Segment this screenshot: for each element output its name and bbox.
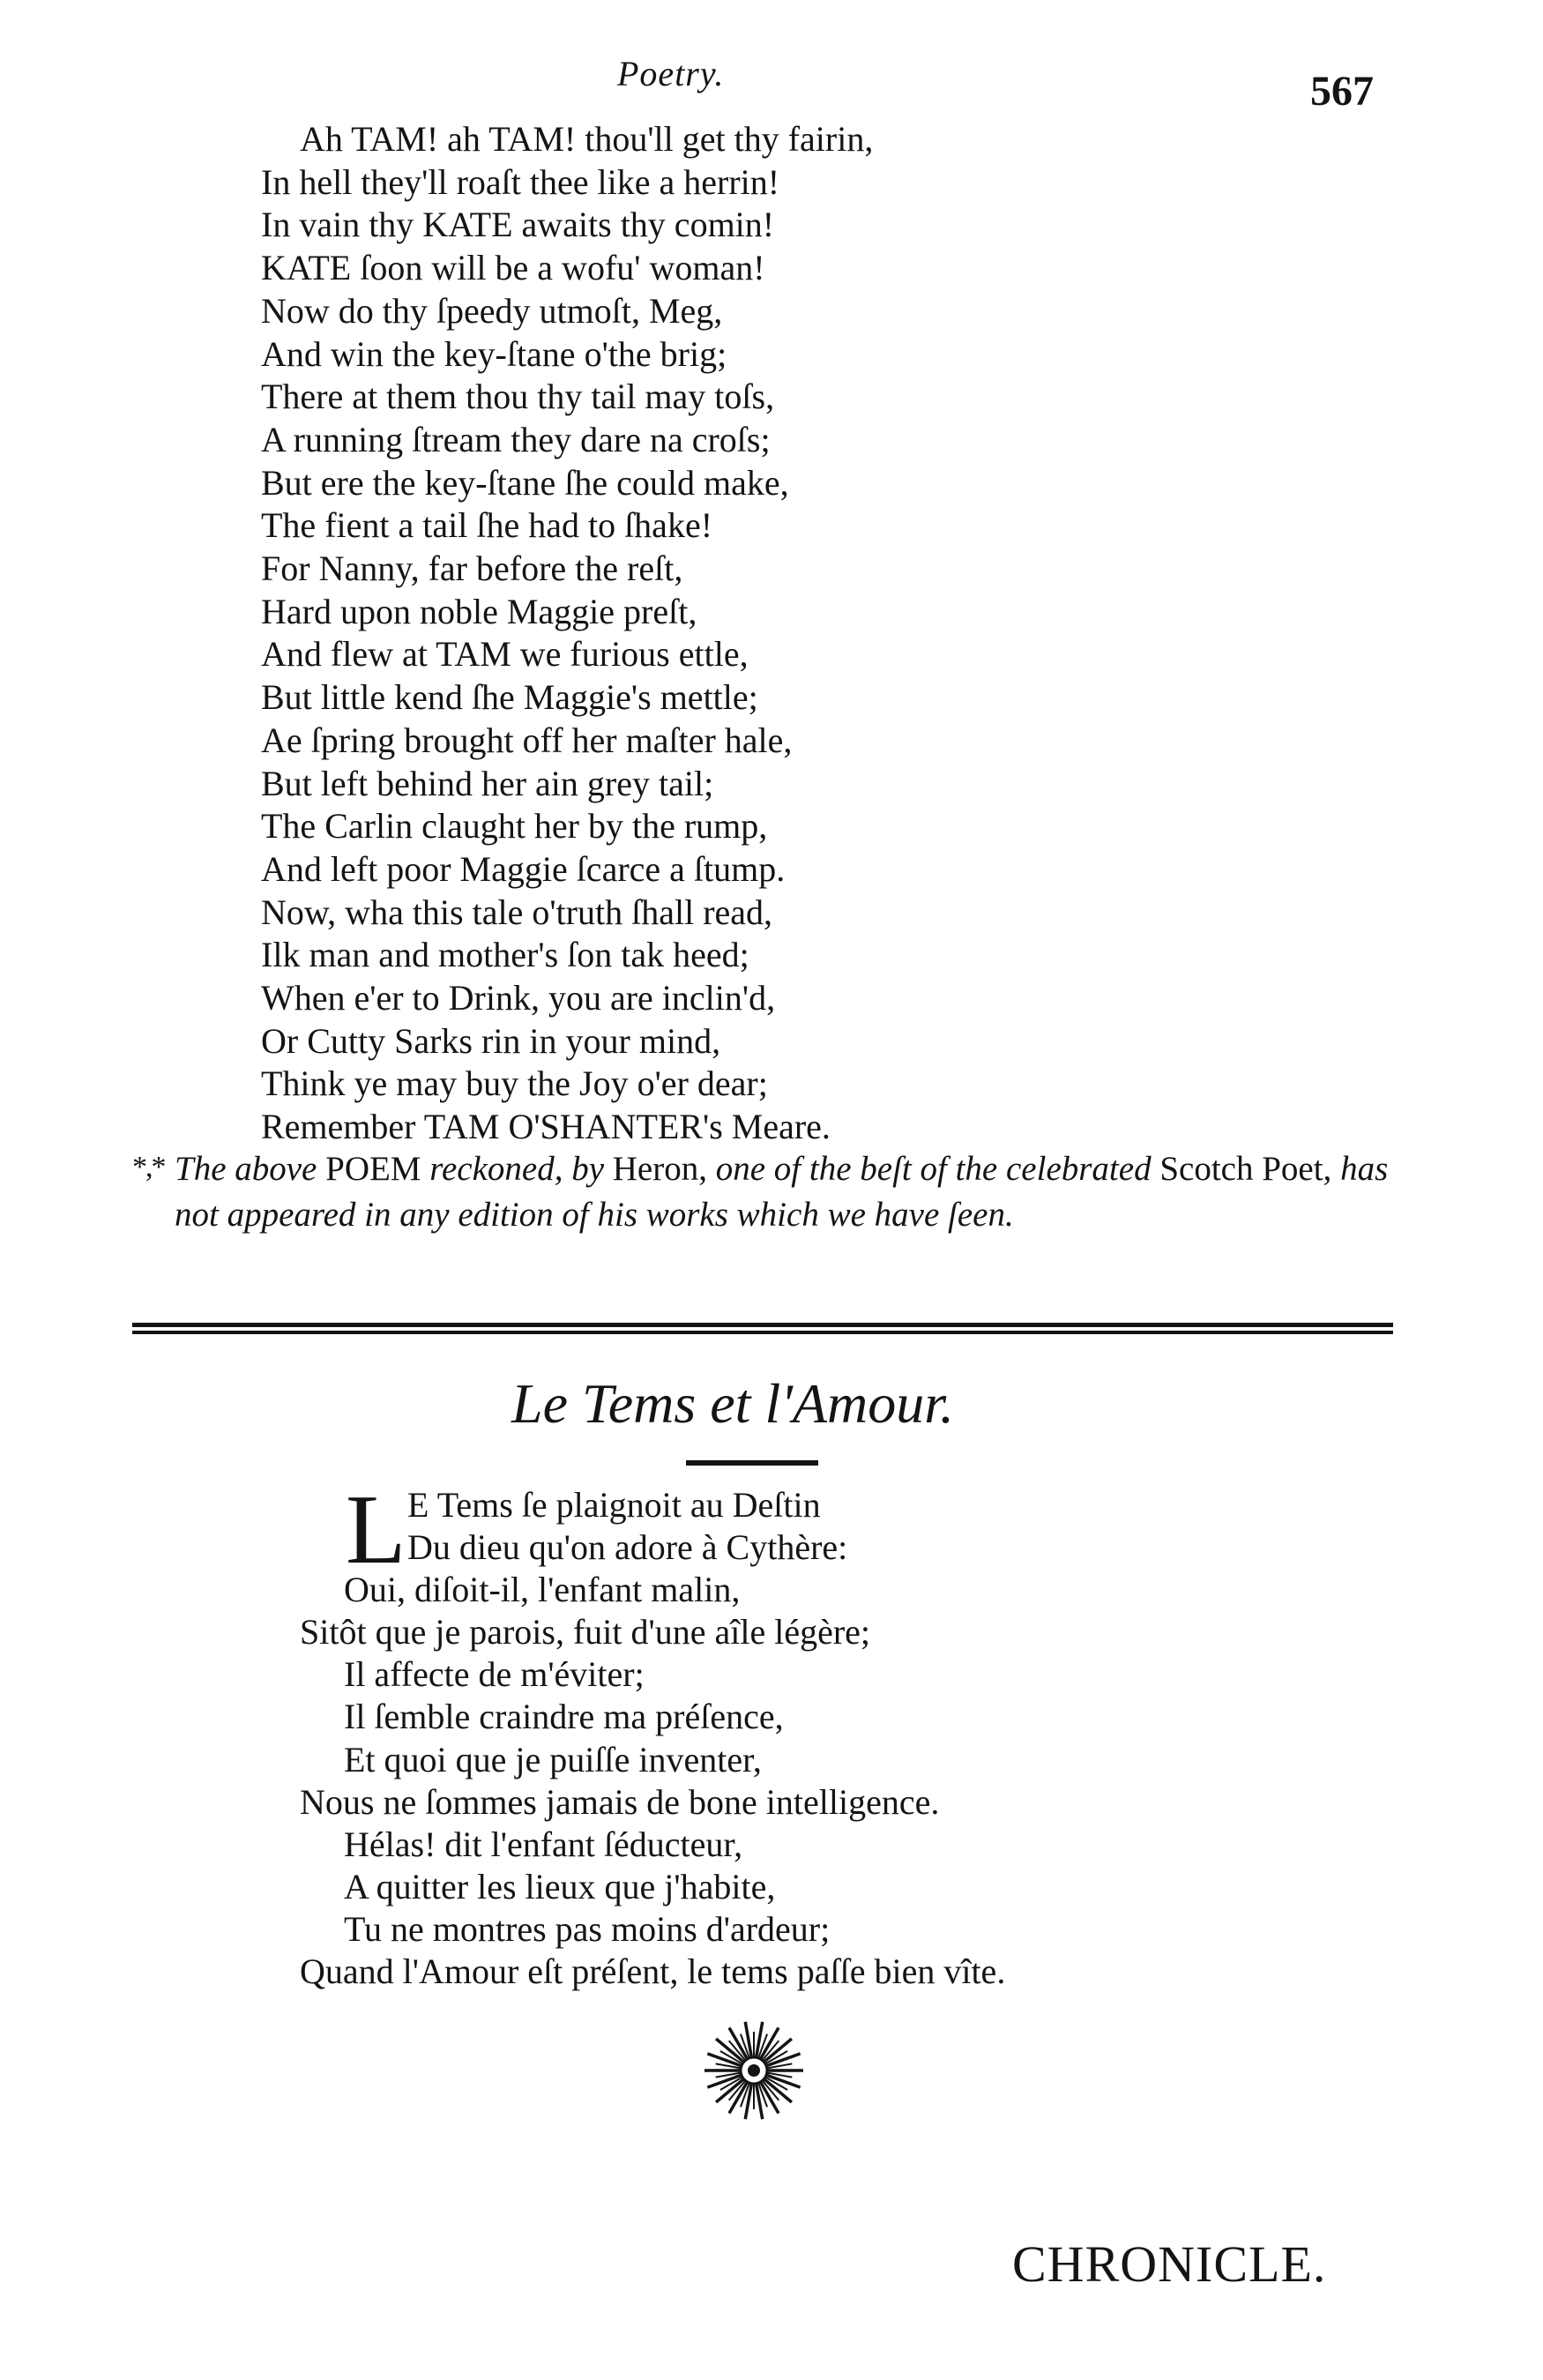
catchword: CHRONICLE.	[1012, 2235, 1327, 2293]
tam-o-shanter-excerpt	[261, 118, 1266, 1149]
poem-line: Nous ne ſommes jamais de bone intelligence.	[300, 1781, 940, 1822]
poem-line: Sitôt que je parois, fuit d'une aîle légère;	[300, 1612, 871, 1653]
poem-line: E Tems ſe plaignoit au Deſtin	[407, 1485, 821, 1525]
poem-line: The Carlin claught her by the rump,	[261, 806, 768, 847]
page-number: 567	[1310, 68, 1374, 115]
poem-line: Tu ne montres pas moins d'ardeur;	[344, 1908, 831, 1949]
sunburst-ornament-icon	[703, 2019, 805, 2122]
running-head: Poetry.	[617, 54, 725, 93]
poem-line: Quand l'Amour eſt préſent, le tems paſſe bien vîte.	[300, 1951, 1006, 1992]
poem-line: Think ye may buy the Joy o'er dear;	[261, 1063, 768, 1104]
poem-line: Oui, diſoit-il, l'enfant malin,	[344, 1570, 741, 1610]
poem-title: Le Tems et l'Amour.	[511, 1372, 955, 1435]
section-rule-thick	[132, 1323, 1393, 1327]
poem-line: The fient a tail ſhe had to ſhake!	[261, 505, 713, 546]
poem-line: Du dieu qu'on adore à Cythère:	[407, 1527, 848, 1568]
note-segment: POEM	[325, 1150, 421, 1188]
drop-capital: L	[346, 1475, 406, 1585]
poem-line: Il ſemble craindre ma préſence,	[344, 1697, 784, 1737]
poem-line: Ah TAM! ah TAM! thou'll get thy fairin,	[300, 119, 874, 159]
poem-line: But ere the key-ſtane ſhe could make,	[261, 462, 789, 503]
poem-line: But little kend ſhe Maggie's mettle;	[261, 677, 758, 718]
poem-line: Ilk man and mother's ſon tak heed;	[261, 935, 749, 975]
poem-line: A quitter les lieux que j'habite,	[344, 1866, 776, 1906]
poem-line: Remember TAM O'SHANTER's Meare.	[261, 1107, 831, 1147]
poem-line: Il affecte de m'éviter;	[344, 1654, 645, 1695]
note-segment: The above	[175, 1150, 326, 1188]
poem-line: Hard upon noble Maggie preſt,	[261, 591, 697, 631]
poem-line: In vain thy KATE awaits thy comin!	[261, 205, 775, 245]
le-tems-et-l-amour-poem	[300, 1475, 1226, 1993]
poem-line: Ae ſpring brought off her maſter hale,	[261, 720, 793, 760]
section-rule-thin	[132, 1331, 1393, 1334]
poem-line: Hélas! dit l'enfant ſéducteur,	[344, 1824, 743, 1864]
poem-line: And left poor Maggie ſcarce a ſtump.	[261, 848, 786, 889]
poem-line: And win the key-ſtane o'the brig;	[261, 333, 727, 374]
note-segment: Heron,	[612, 1150, 707, 1188]
poem-line: Now, wha this tale o'truth ſhall read,	[261, 892, 773, 932]
poem-line: Or Cutty Sarks rin in your mind,	[261, 1020, 721, 1061]
note-segment: one of the beſt of the celebrated	[706, 1150, 1160, 1188]
note-text	[132, 1146, 1411, 1238]
poem-line: When e'er to Drink, you are inclin'd,	[261, 978, 776, 1018]
poem-line: And flew at TAM we furious ettle,	[261, 634, 749, 675]
note-segment: reckoned, by	[421, 1150, 613, 1188]
poem-line: In hell they'll roaſt thee like a herrin!	[261, 161, 780, 202]
poem-line: KATE ſoon will be a wofu' woman!	[261, 248, 765, 288]
poem-line: A running ſtream they dare na croſs;	[261, 419, 771, 459]
note-segment: has not appeared in any edition of his works which we have ſeen.	[175, 1150, 1389, 1234]
poem-line: Et quoi que je puiſſe inventer,	[344, 1739, 762, 1779]
note-segment: Scotch Poet,	[1159, 1150, 1332, 1188]
title-underline	[686, 1460, 818, 1466]
poem-line: But left behind her ain grey tail;	[261, 763, 714, 803]
poem-line: Now do thy ſpeedy utmoſt, Meg,	[261, 290, 723, 331]
asterism: *,*	[132, 1151, 165, 1183]
poem-line: There at them thou thy tail may toſs,	[261, 377, 775, 417]
editorial-note	[132, 1146, 1411, 1238]
poem-line: For Nanny, far before the reſt,	[261, 548, 683, 589]
